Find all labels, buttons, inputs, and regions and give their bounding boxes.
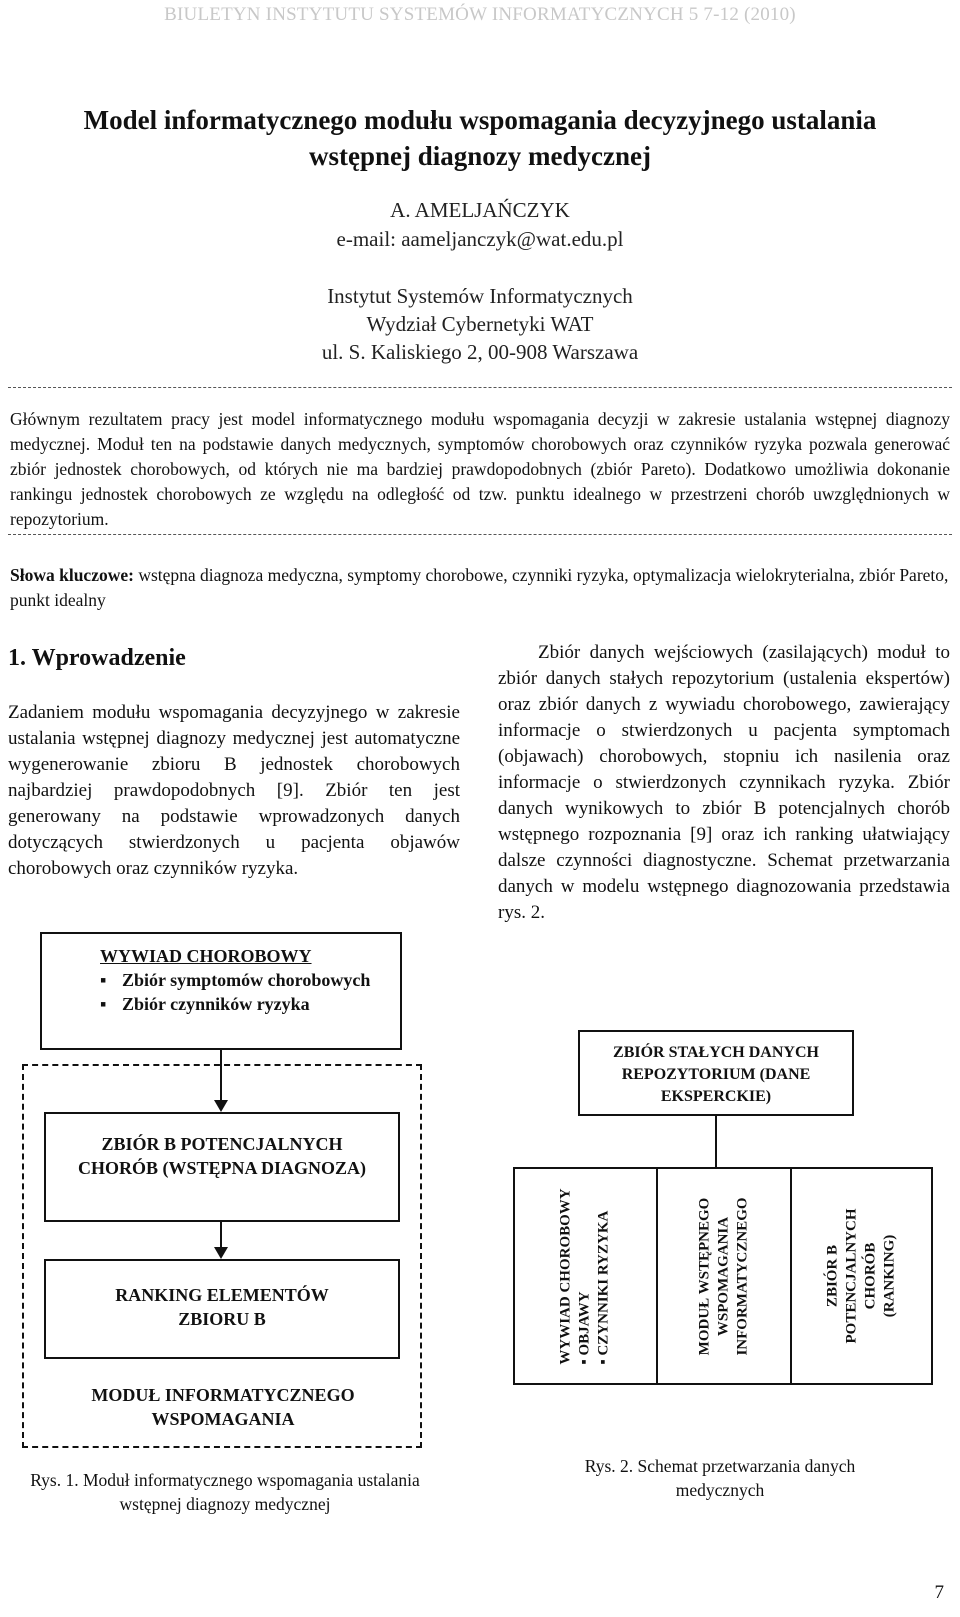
interview-item-symptoms: ▪ Zbiór symptomów chorobowych [100, 968, 380, 992]
interview-column [516, 1170, 655, 1382]
interview-box [40, 932, 402, 1050]
affiliation-faculty: Wydział Cybernetyki WAT [366, 312, 594, 336]
interview-column-label [557, 1188, 614, 1364]
abstract: Głównym rezultatem pracy jest model informatycznego modułu wspomagania decyzji w zakresie ustalania wstępnej diagnozy medycznej. Moduł ten na podstawie danych medycznych, symptomów chorobowych oraz czynników ryzyka pozwala generować zbiór jednostek chorobowych, od których nie ma bardziej prawdopodobnych (zbiór Pareto). Dodatkowo umożliwia dokonanie rankingu jednostek chorobowych ze względu na odległość od tzw. punktu idealnego w przestrzeni chorób uwzględnionych w repozytorium. [10, 409, 950, 529]
col1-title: WYWIAD CHOROBOWY [558, 1187, 575, 1365]
arrowhead-ranking [214, 1247, 228, 1259]
module-label: MODUŁ INFORMATYCZNEGO WSPOMAGANIA [91, 1385, 355, 1429]
keywords-label: Słowa kluczowe: [10, 565, 134, 585]
figure-1-caption: Rys. 1. Moduł informatycznego wspomagania ustalania wstępnej diagnozy medycznej [30, 1470, 420, 1514]
section-title: 1. Wprowadzenie [8, 645, 186, 671]
title-line-2: wstępnej diagnozy medycznej [309, 141, 651, 171]
ranking-box: RANKING ELEMENTÓW ZBIORU B [44, 1259, 400, 1359]
title-line-1: Model informatycznego modułu wspomagania decyzyjnego ustalania [83, 105, 877, 135]
keywords [10, 563, 950, 613]
interview-title: WYWIAD CHOROBOWY [100, 946, 312, 966]
module-dashed-frame [22, 1064, 422, 1448]
arrowhead-setb [214, 1100, 228, 1112]
abstract-bottom-divider [8, 534, 952, 535]
author: A. AMELJAŃCZYK [390, 198, 570, 222]
set-b-column-label: ZBIÓR B POTENCJALNYCH CHORÓB (RANKING) [824, 1208, 898, 1344]
figure-2-caption: Rys. 2. Schemat przetwarzania danych medycznych [584, 1456, 856, 1500]
journal-header: BIULETYN INSTYTUTU SYSTEMÓW INFORMATYCZNYCH 5 7-12 (2010) [164, 4, 796, 25]
interview-item-risk: ▪ Zbiór czynników ryzyka [100, 992, 380, 1016]
affiliation-institute: Instytut Systemów Informatycznych [327, 284, 633, 308]
abstract-top-divider [8, 387, 952, 388]
module-column-label: MODUŁ WSTĘPNEGO WSPOMAGANIA INFORMATYCZNEGO [696, 1196, 751, 1356]
module-column [659, 1170, 789, 1382]
affiliation-address: ul. S. Kaliskiego 2, 00-908 Warszawa [321, 340, 639, 364]
intro-paragraph-right: Zbiór danych wejściowych (zasilających) moduł to zbiór danych stałych repozytorium (ustalenia ekspertów) oraz zbiór danych z wywiadu chorobowego, zawierający informacje o stwierdzonych u pacjenta symptomach (objawach) chorobowych, stopniu ich nasilenia oraz informacje o stwierdzonych czynnikach ryzyka. Zbiór danych wynikowych to zbiór B potencjalnych chorób wstępnego rozpoznania [9] oraz ich ranking ułatwiający dalsze czynności diagnostyczne. Schemat przetwarzania danych w modelu wstępnego diagnozowania przedstawia rys. 2. [498, 642, 950, 923]
intro-paragraph-left: Zadaniem modułu wspomagania decyzyjnego w zakresie ustalania wstępnej diagnozy medycznej jest automatyczne wygenerowanie zbioru B jednostek chorobowych najbardziej prawdopodobnych [9]. Zbiór ten jest generowany na podstawie wprowadzonych danych dotyczących stwierdzonych u pacjenta objawów chorobowych oraz czynników ryzyka. [8, 702, 460, 879]
col1-item-symptoms: ▪ OBJAWY [577, 1290, 594, 1365]
repository-box: ZBIÓR STAŁYCH DANYCH REPOZYTORIUM (DANE EKSPERCKIE) [578, 1030, 854, 1116]
set-b-box: ZBIÓR B POTENCJALNYCH CHORÓB (WSTĘPNA DIAGNOZA) [44, 1112, 400, 1222]
interview-list [100, 968, 380, 1016]
author-email: e-mail: aameljanczyk@wat.edu.pl [336, 227, 624, 251]
paper-title [30, 102, 930, 174]
set-b-column [793, 1170, 930, 1382]
col1-item-risk: ▪ CZYNNIKI RYZYKA [596, 1210, 613, 1365]
keywords-text: wstępna diagnoza medyczna, symptomy chorobowe, czynniki ryzyka, optymalizacja wielokryterialna, zbiór Pareto, punkt idealny [10, 565, 949, 610]
processing-frame [514, 1168, 932, 1384]
page-number: 7 [934, 1582, 944, 1603]
